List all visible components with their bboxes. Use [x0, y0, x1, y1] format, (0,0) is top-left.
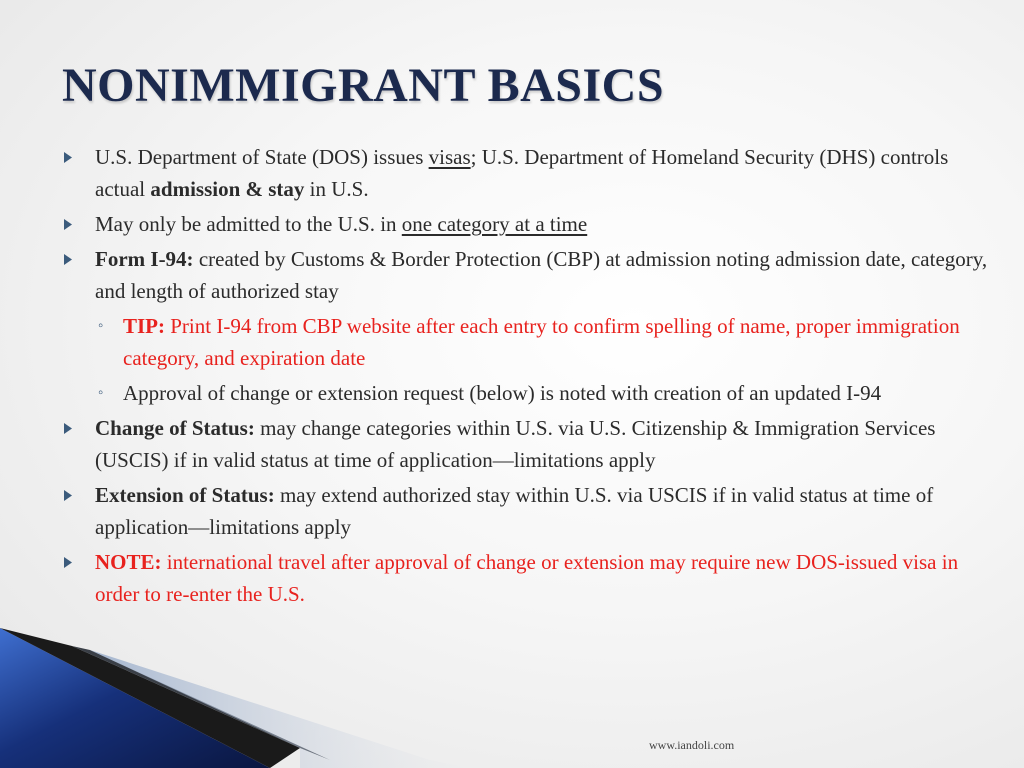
bullet-text: may change categories within U.S. via U.S. Citizenship & Immigration Services (USCIS) if in valid status at time of application—limitations apply: [95, 416, 936, 472]
bullet-text: ; U.S. Department of Homeland Security (DHS) controls actual: [95, 145, 949, 201]
triangle-bullet-icon: [62, 546, 76, 578]
circle-bullet-icon: ◦: [98, 385, 104, 401]
bold-label: NOTE:: [95, 550, 162, 574]
bullet-note: [62, 546, 992, 610]
bullet-text: in U.S.: [304, 177, 369, 201]
slide-title: NONIMMIGRANT BASICS: [62, 59, 665, 112]
bullet-text: Approval of change or extension request (below) is noted with creation of an updated I-94: [123, 381, 882, 405]
triangle-bullet-icon: [62, 479, 76, 511]
bullet-one-category: [62, 208, 992, 240]
underlined-text: one category at a time: [401, 212, 588, 236]
bullet-text: created by Customs & Border Protection (CBP) at admission noting admission date, category, and length of authorized stay: [95, 247, 988, 303]
underlined-text: visas: [428, 145, 471, 169]
circle-bullet-icon: ◦: [98, 318, 104, 334]
bullet-extension-of-status: [62, 479, 992, 543]
bold-label: Extension of Status:: [95, 483, 275, 507]
bullet-dos-dhs: [62, 141, 992, 205]
bullet-text: Print I-94 from CBP website after each entry to confirm spelling of name, proper immigration category, and expiration date: [123, 314, 960, 370]
sub-bullet-tip: [62, 310, 992, 374]
bullet-text: U.S. Department of State (DOS) issues: [95, 145, 429, 169]
decorative-swoosh: [0, 628, 1024, 768]
triangle-bullet-icon: [62, 243, 76, 275]
bullet-list: [62, 141, 992, 613]
triangle-bullet-icon: [62, 208, 76, 240]
bold-text: admission & stay: [150, 177, 305, 201]
bullet-form-i94: [62, 243, 992, 307]
sub-bullet-approval: [62, 377, 992, 409]
bullet-change-of-status: [62, 412, 992, 476]
triangle-bullet-icon: [62, 141, 76, 173]
bold-label: TIP:: [123, 314, 165, 338]
bold-label: Form I-94:: [95, 247, 194, 271]
bullet-text: May only be admitted to the U.S. in: [95, 212, 402, 236]
bullet-text: international travel after approval of change or extension may require new DOS-issued visa in order to re-enter the U.S.: [95, 550, 959, 606]
footer-url: www.iandoli.com: [649, 738, 735, 752]
bold-label: Change of Status:: [95, 416, 255, 440]
triangle-bullet-icon: [62, 412, 76, 444]
bullet-text: may extend authorized stay within U.S. via USCIS if in valid status at time of application—limitations apply: [95, 483, 934, 539]
